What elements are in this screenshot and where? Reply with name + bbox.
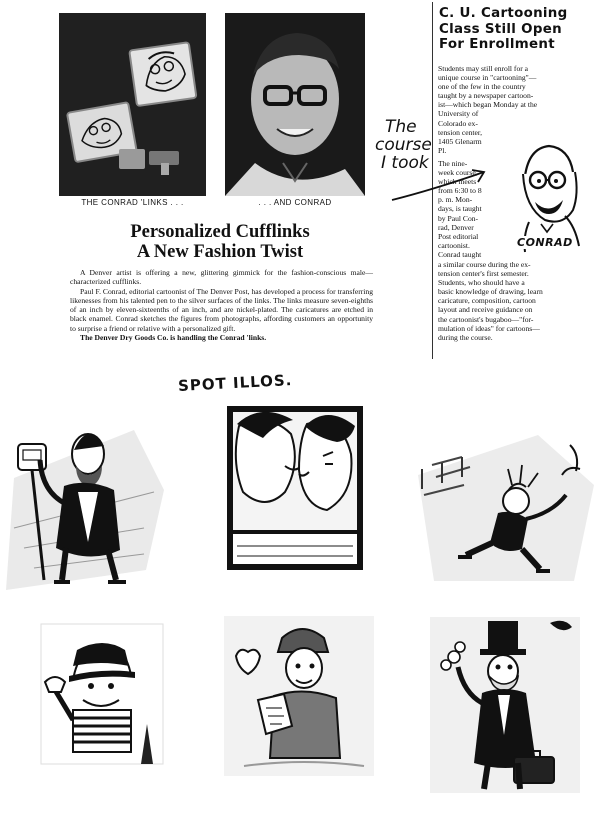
clipping-headline-line-1: C. U. Cartooning [439,6,568,21]
clipping-text-line: week course, [438,168,478,178]
article-body [70,268,373,342]
clipping-text-line: cartoonist. [438,240,470,250]
spot-illo-soldier-letter [224,616,374,776]
conrad-signature: CONRAD [517,236,573,249]
clipping-text-line: mulation of ideas" for cartoons— [438,323,540,333]
conrad-caricature [511,136,583,254]
clipping-text-line: which meets [438,177,477,187]
clipping-text-line: a similar course during the ex- [438,259,531,269]
article-paragraph: Paul F. Conrad, editorial cartoonist of The Denver Post, has developed a process for transferring likenesses from his talented pen to the silver surfaces of the links. The links measure seven-eighths of an inch by eleven-sixteenths of an inch, and are nickel-plated. The caricatures are etched in black enamel. Conrad sketches the figures from photographs, affording customers an opportunity to surprise a friend or relative with a personalized gift. [70,286,373,333]
conrad-portrait-photo [225,13,365,196]
clipping-text-line: by Paul Con- [438,213,479,223]
headline-line-2: A New Fashion Twist [136,242,304,262]
spot-illo-parking-meter [4,408,168,593]
annotation-arrow [388,168,488,208]
spot-illo-top-hat-gentleman [430,617,580,793]
conrad-caption: . . . AND CONRAD [258,198,332,207]
article-credit: The Denver Dry Goods Co. is handling the Conrad 'links. [80,333,267,343]
handwritten-spot-illos: SPOT ILLOS. [177,371,293,395]
clipping-text-line: p. m. Mon- [438,195,473,205]
cufflinks-caption: THE CONRAD 'LINKS . . . [81,198,184,207]
clipping-text-line: ist—which began Monday at the [438,100,538,110]
handwritten-note-course [375,118,435,172]
clipping-text-line: tension center's first semester. [438,269,529,279]
clipping-headline-line-2: Class Still Open [439,21,562,37]
clipping-text-line: days, is taught [438,204,482,214]
spot-illo-bell-ringer [37,620,167,768]
clipping-text-line: University of [438,109,479,119]
note-line-1: The [385,117,417,137]
clipping-text-line: Conrad taught [438,249,482,259]
spot-illo-running-man [412,405,598,587]
clipping-text-line: rad, Denver [438,222,474,232]
note-line-2: course [375,135,432,155]
note-line-3: I took [381,153,429,173]
article-paragraph: A Denver artist is offering a new, glittering gimmick for the fashion-conscious male—characterized cufflinks. [70,268,373,287]
clipping-text-line: basic knowledge of drawing, learn [438,287,543,297]
clipping-text-line: Post editorial [438,231,479,241]
cufflinks-photo [59,13,206,196]
clipping-text-line: Colorado ex- [438,118,478,128]
clipping-text-line: the cartoonist's bugaboo—"for- [438,314,534,324]
headline-line-1: Personalized Cufflinks [130,222,310,242]
clipping-headline [439,6,581,53]
clipping-text-line: unique course in "cartooning"— [438,73,537,83]
clipping-lines-bottom [438,260,581,342]
clipping-text-line: Students, who should have a [438,278,525,288]
clipping-text-line: caricature, composition, cartoon [438,296,536,306]
clipping-text-line: The nine- [438,158,468,168]
clipping-text-line: Students may still enroll for a [438,64,529,73]
clipping-text-line: during the course. [438,332,493,342]
clipping-text-line: tension center, [438,127,482,137]
clipping-text-line: taught by a newspaper cartoon- [438,91,534,101]
article-headline [70,222,370,262]
clipping-text-line: Pl. [438,145,447,155]
clipping-text-line: from 6:30 to 8 [438,186,482,196]
clipping-text-line: one of the few in the country [438,82,526,92]
clipping-text-line: layout and receive guidance on [438,305,533,315]
clipping-headline-line-3: For Enrollment [439,37,555,52]
clipping-text-line: 1405 Glenarm [438,136,482,146]
spot-illo-couple [227,406,363,570]
